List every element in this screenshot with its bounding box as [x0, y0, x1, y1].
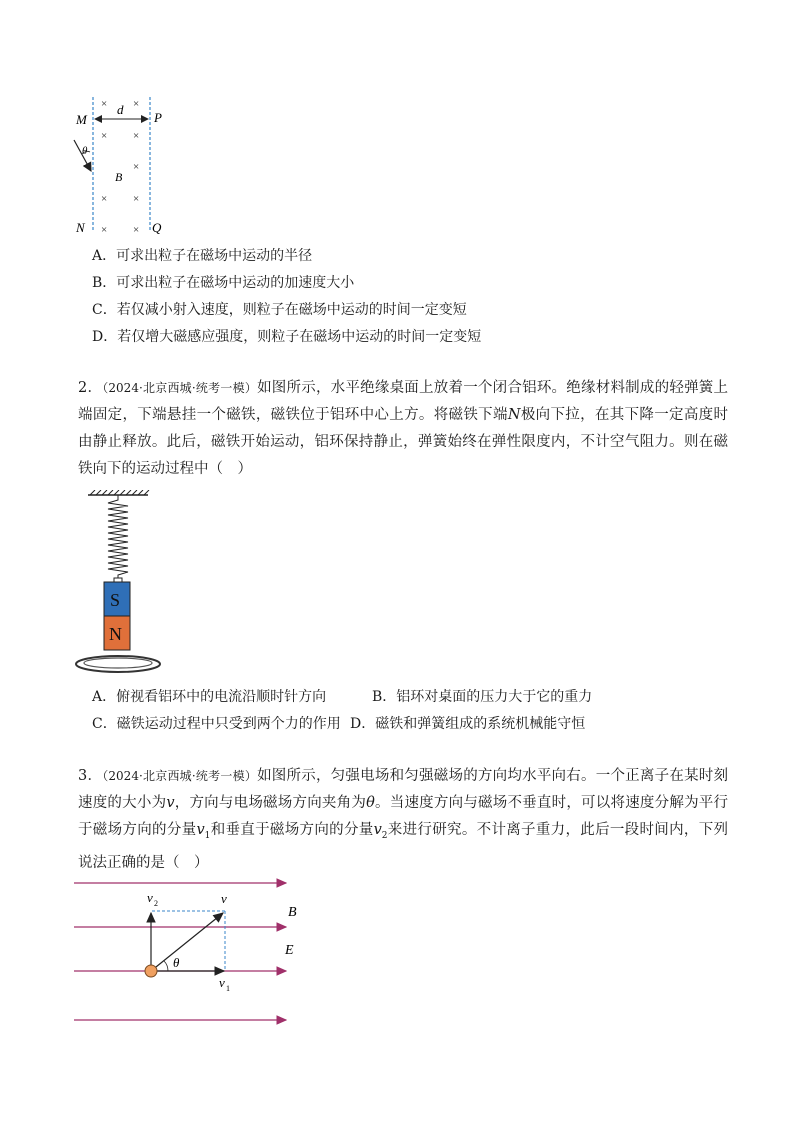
q2-stem-part2: 极向下拉，在其下降一定高度时由静止释放。此后，磁铁开始运动，铝环保持静止，弹簧始终在弹性限度内，不计空气阻力。则在磁铁向下的运动过程中（ ）: [78, 407, 728, 477]
label-theta: θ: [82, 145, 88, 157]
theta-arc: [164, 961, 168, 971]
label-v2-sub: 2: [154, 899, 158, 908]
q3-stem-theta: θ: [366, 795, 375, 811]
label-v1-sub: 1: [226, 984, 230, 993]
cross-mark: ×: [133, 193, 140, 205]
q3-stem-part3: 。当速度方向与磁场不垂直时，可以将速度分解为平行于磁场方向的分量: [78, 795, 729, 838]
label-theta: θ: [173, 955, 180, 970]
q3-field-figure: [70, 875, 320, 1030]
q2-source: （2024·北京西城·统考一模）: [102, 381, 258, 395]
label-e: E: [285, 943, 294, 958]
cross-mark: ×: [133, 224, 140, 236]
spring: [108, 495, 128, 580]
q1-option-c: C．若仅减小射入速度，则粒子在磁场中运动的时间一定变短: [92, 302, 467, 318]
label-q: Q: [152, 220, 162, 235]
label-d: d: [117, 102, 124, 117]
magnet-s-label: S: [110, 590, 121, 610]
q2-magnet-figure: [72, 490, 172, 675]
q2-number: 2．: [78, 380, 103, 396]
q2-option-b: B．铝环对桌面的压力大于它的重力: [372, 689, 593, 705]
label-v: v: [221, 891, 227, 906]
q3-stem-v: v: [166, 795, 175, 811]
magnet-connector: [114, 578, 122, 582]
q3-stem-v1-sub: 1: [204, 830, 211, 841]
q3-stem-v2-sub: 2: [381, 830, 388, 841]
q1-field-figure: [68, 92, 178, 242]
q3-stem: [78, 763, 728, 877]
q3-stem-v2: v: [373, 822, 382, 838]
label-m: M: [76, 112, 87, 127]
q3-stem-part2: ，方向与电场磁场方向夹角为: [174, 795, 367, 811]
q2-stem-part1: 如图所示，水平绝缘桌面上放着一个闭合铝环。绝缘材料制成的轻弹簧上端固定，下端悬挂一个磁铁，磁铁位于铝环中心上方。将磁铁下端: [78, 380, 729, 423]
cross-mark: ×: [101, 130, 108, 142]
label-n: N: [76, 220, 85, 235]
label-v1: v: [219, 975, 225, 990]
q3-stem-v1: v: [196, 822, 205, 838]
q1-option-a: A．可求出粒子在磁场中运动的半径: [92, 248, 313, 264]
cross-mark: ×: [101, 98, 108, 110]
cross-mark: ×: [133, 98, 140, 110]
cross-mark: ×: [101, 224, 108, 236]
q1-option-b: B．可求出粒子在磁场中运动的加速度大小: [92, 275, 355, 291]
q1-option-d: D．若仅增大磁感应强度，则粒子在磁场中运动的时间一定变短: [92, 329, 482, 345]
q3-source: （2024·北京西城·统考一模）: [102, 769, 258, 783]
q2-option-a: A．俯视看铝环中的电流沿顺时针方向: [92, 689, 327, 705]
q2-option-c: C．磁铁运动过程中只受到两个力的作用: [92, 716, 341, 732]
q3-stem-part4: 和垂直于磁场方向的分量: [210, 822, 374, 838]
label-v2: v: [147, 890, 153, 905]
cross-mark: ×: [133, 130, 140, 142]
q3-stem-part1: 如图所示，匀强电场和匀强磁场的方向均水平向右。一个正离子在某时刻速度的大小为: [78, 768, 729, 811]
magnet-n-label: N: [109, 624, 122, 644]
q2-stem-n-pole: N: [507, 407, 521, 423]
label-p: P: [154, 110, 162, 125]
ion-particle: [145, 965, 157, 977]
cross-mark: ×: [101, 193, 108, 205]
cross-mark: ×: [133, 161, 140, 173]
q3-stem-part5: 来进行研究。不计离子重力，此后一段时间内，下列说法正确的是（ ）: [78, 822, 729, 871]
label-b: B: [288, 905, 297, 920]
q3-number: 3．: [78, 768, 103, 784]
q2-option-d: D．磁铁和弹簧组成的系统机械能守恒: [350, 716, 586, 732]
label-b: B: [115, 170, 123, 184]
v-arrow: [151, 913, 223, 971]
aluminum-ring-inner: [84, 658, 152, 668]
q2-stem: [78, 375, 728, 483]
